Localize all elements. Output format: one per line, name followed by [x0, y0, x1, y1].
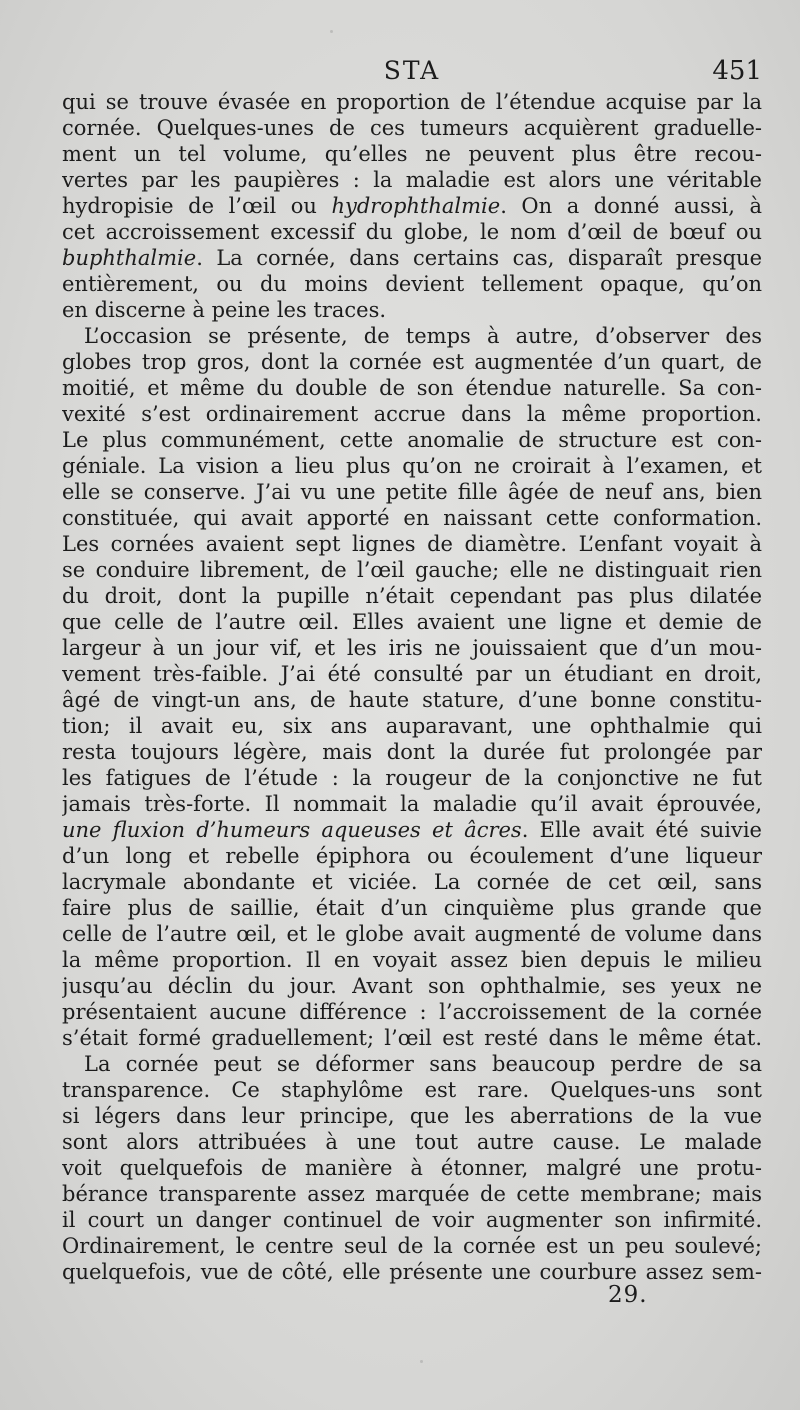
text-line: elle se conserve. J’ai vu une petite fille âgée de neuf ans, bien [62, 480, 762, 504]
text-line: bérance transparente assez marquée de cette membrane; mais [62, 1182, 762, 1206]
text-line: sont alors attribuées à une tout autre cause. Le malade [62, 1130, 762, 1154]
text-line: quelquefois, vue de côté, elle présente une courbure assez sem- [62, 1260, 762, 1284]
text-line: faire plus de saillie, était d’un cinquième plus grande que [62, 896, 762, 920]
text-line: géniale. La vision a lieu plus qu’on ne croirait à l’examen, et [62, 454, 762, 478]
text-line: se conduire librement, de l’œil gauche; elle ne distinguait rien [62, 558, 762, 582]
signature-mark: 29. [608, 1282, 648, 1308]
text-line: du droit, dont la pupille n’était cependant pas plus dilatée [62, 584, 762, 608]
text-line: cet accroissement excessif du globe, le nom d’œil de bœuf ou [62, 220, 762, 244]
text-line: largeur à un jour vif, et les iris ne jouissaient que d’un mou- [62, 636, 762, 660]
text-line: tion; il avait eu, six ans auparavant, une ophthalmie qui [62, 714, 762, 738]
text-line: Le plus communément, cette anomalie de structure est con- [62, 428, 762, 452]
text-line: hydropisie de l’œil ou hydrophthalmie. On a donné aussi, à [62, 194, 762, 218]
body-text [62, 89, 762, 1285]
text-line: jusqu’au déclin du jour. Avant son ophthalmie, ses yeux ne [62, 974, 762, 998]
page-number: 451 [712, 56, 762, 86]
text-line: vexité s’est ordinairement accrue dans la même proportion. [62, 402, 762, 426]
text-line: moitié, et même du double de son étendue naturelle. Sa con- [62, 376, 762, 400]
text-line: L’occasion se présente, de temps à autre, d’observer des [84, 324, 762, 348]
text-line: âgé de vingt-un ans, de haute stature, d’une bonne constitu- [62, 688, 762, 712]
text-line: jamais très-forte. Il nommait la maladie qu’il avait éprouvée, [62, 792, 762, 816]
text-line: les fatigues de l’étude : la rougeur de la conjonctive ne fut [62, 766, 762, 790]
text-line: cornée. Quelques-unes de ces tumeurs acquièrent graduelle- [62, 116, 762, 140]
text-line: si légers dans leur principe, que les aberrations de la vue [62, 1104, 762, 1128]
text-line: ment un tel volume, qu’elles ne peuvent plus être recou- [62, 142, 762, 166]
text-line: vement très-faible. J’ai été consulté par un étudiant en droit, [62, 662, 762, 686]
text-line: une fluxion d’humeurs aqueuses et âcres. Elle avait été suivie [62, 818, 762, 842]
text-line: d’un long et rebelle épiphora ou écoulement d’une liqueur [62, 844, 762, 868]
text-line: présentaient aucune différence : l’accroissement de la cornée [62, 1000, 762, 1024]
text-line: La cornée peut se déformer sans beaucoup perdre de sa [84, 1052, 762, 1076]
text-line: qui se trouve évasée en proportion de l’étendue acquise par la [62, 90, 762, 114]
text-line: entièrement, ou du moins devient tellement opaque, qu’on [62, 272, 762, 296]
text-line: celle de l’autre œil, et le globe avait augmenté de volume dans [62, 922, 762, 946]
running-head: STA [383, 56, 441, 85]
text-line: Ordinairement, le centre seul de la cornée est un peu soulevé; [62, 1234, 762, 1258]
text-line: il court un danger continuel de voir augmenter son infirmité. [62, 1208, 762, 1232]
text-line: globes trop gros, dont la cornée est augmentée d’un quart, de [62, 350, 762, 374]
page-header [62, 56, 762, 90]
text-line: buphthalmie. La cornée, dans certains cas, disparaît presque [62, 246, 762, 270]
text-line: vertes par les paupières : la maladie est alors une véritable [62, 168, 762, 192]
text-line: que celle de l’autre œil. Elles avaient une ligne et demie de [62, 610, 762, 634]
text-line: lacrymale abondante et viciée. La cornée de cet œil, sans [62, 870, 762, 894]
text-line: constituée, qui avait apporté en naissant cette conformation. [62, 506, 762, 530]
text-line: s’était formé graduellement; l’œil est resté dans le même état. [62, 1026, 762, 1050]
text-line: en discerne à peine les traces. [62, 298, 387, 322]
text-line: transparence. Ce staphylôme est rare. Quelques-uns sont [62, 1078, 762, 1102]
text-line: resta toujours légère, mais dont la durée fut prolongée par [62, 740, 762, 764]
text-line: voit quelquefois de manière à étonner, malgré une protu- [62, 1156, 762, 1180]
text-line: Les cornées avaient sept lignes de diamètre. L’enfant voyait à [62, 532, 762, 556]
text-line: la même proportion. Il en voyait assez bien depuis le milieu [62, 948, 762, 972]
